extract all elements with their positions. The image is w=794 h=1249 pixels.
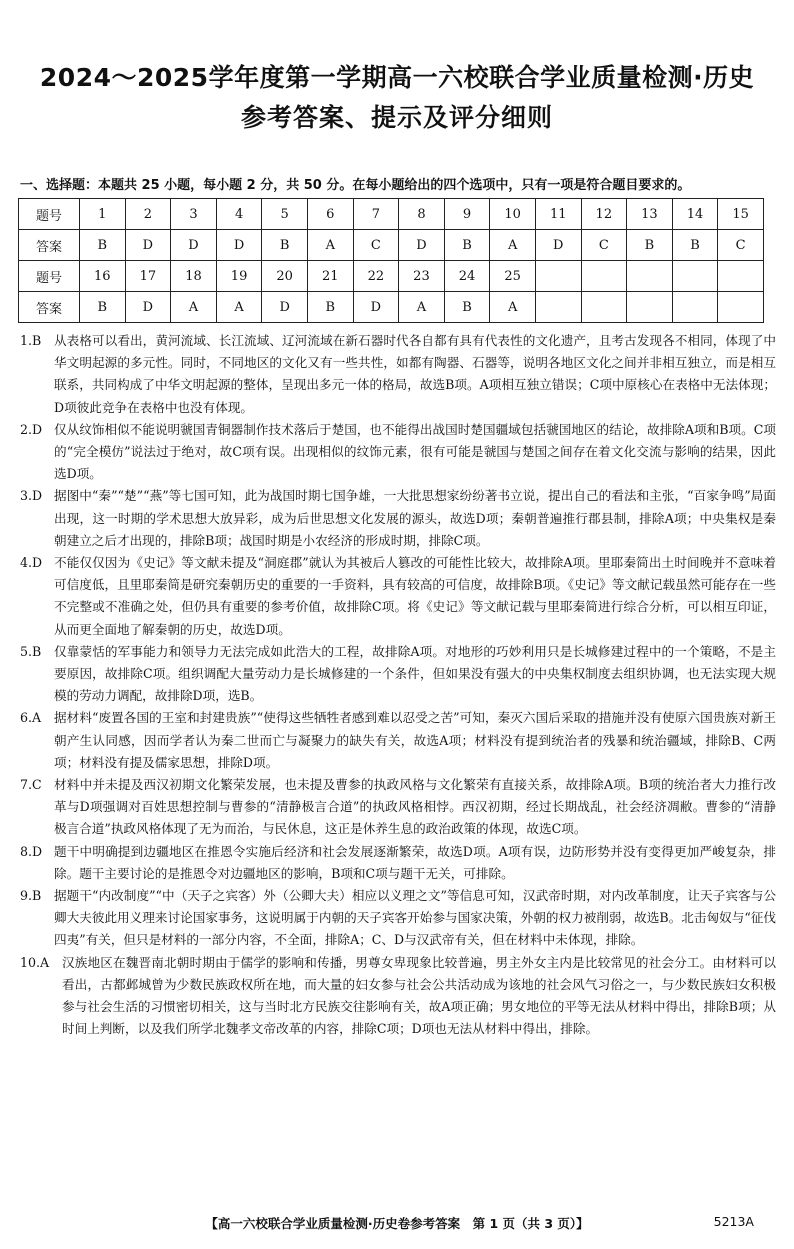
item-text: 仅靠蒙恬的军事能力和领导力无法完成如此浩大的工程，故排除A项。对地形的巧妙利用只是长城修建过程中的一个策略，不是主要原因，故排除C项。组织调配大量劳动力是长城修建的一个条件，但如果没有强大的中央集权制度去组织协调，也无法实现大规模的劳动力调配，故排除D项，选B。 bbox=[54, 643, 776, 704]
table-cell bbox=[581, 261, 627, 292]
table-cell: A bbox=[216, 292, 262, 323]
item-number: 7.C bbox=[20, 777, 42, 793]
table-cell bbox=[718, 261, 764, 292]
table-cell: 4 bbox=[216, 199, 262, 230]
table-cell: 20 bbox=[262, 261, 308, 292]
item-text: 汉族地区在魏晋南北朝时期由于儒学的影响和传播，男尊女卑现象比较普遍，男主外女主内是比较常见的社会分工。由材料可以看出，古都邺城曾为少数民族政权所在地，而大量的妇女参与社会公共活动成为该地的社会风气习俗之一，与少数民族妇女积极参与社会生活的习惯密切相关，这与当时北方民族交往影响有关，故A项正确；男女地位的平等无法从材料中得出，排除B项；从时间上判断，以及我们所学北魏孝文帝改革的内容，排除C项；D项也无法从材料中得出，排除。 bbox=[62, 954, 776, 1037]
table-cell bbox=[672, 292, 718, 323]
table-cell: 17 bbox=[125, 261, 171, 292]
table-cell: B bbox=[444, 230, 490, 261]
list-item bbox=[20, 330, 776, 419]
table-cell: 16 bbox=[80, 261, 126, 292]
item-text: 题干中明确提到边疆地区在推恩令实施后经济和社会发展逐渐繁荣，故选D项。A项有误，边防形势并没有变得更加严峻复杂，排除。题干主要讨论的是推恩令对边疆地区的影响，B项和C项与题干无关，可排除。 bbox=[54, 843, 776, 881]
row-label: 答案 bbox=[19, 230, 80, 261]
list-item bbox=[20, 707, 776, 774]
table-cell: 23 bbox=[399, 261, 445, 292]
list-item bbox=[20, 774, 776, 841]
table-cell: B bbox=[80, 230, 126, 261]
table-cell bbox=[535, 292, 581, 323]
item-number: 2.D bbox=[20, 421, 43, 437]
item-text: 据材料“废置各国的王室和封建贵族”“使得这些牺牲者感到难以忍受之苦”可知，秦灭六国后采取的措施并没有使原六国贵族对新王朝产生认同感，因而学者认为秦二世而亡与凝聚力的缺失有关，故选A项；材料没有提到统治者的残暴和统治疆域，排除B、C两项；材料没有提及儒家思想，排除D项。 bbox=[54, 710, 776, 770]
item-text: 从表格可以看出，黄河流域、长江流域、辽河流域在新石器时代各自都有具有代表性的文化遗产，且考古发现各不相同，体现了中华文明起源的多元性。同时，不同地区的文化又有一些共性，如都有陶器、石器等，说明各地区文化之间并非相互独立，而是相互联系，共同构成了中华文明起源的整体，呈现出多元一体的格局，故选B项。A项相互独立错误；C项中原核心在表格中无法体现；D项彼此竞争在表格中也没有体现。 bbox=[54, 333, 776, 415]
item-text: 据题干“内改制度”“中（天子之宾客）外（公卿大夫）相应以义理之文”等信息可知，汉武帝时期，对内改革制度，让天子宾客与公卿大夫彼此用义理来讨论国家事务，这说明属于内朝的天子宾客开始参与国家决策，外朝的权力被削弱，故选B。北击匈奴与“征伐四夷”有关，但只是材料的一部分内容，不全面，排除A；C、D与汉武帝有关，但在材料中未体现，排除。 bbox=[54, 888, 776, 948]
list-item bbox=[20, 419, 776, 486]
table-cell: 13 bbox=[627, 199, 673, 230]
list-item bbox=[20, 952, 776, 1041]
table-cell bbox=[672, 261, 718, 292]
table-cell: 12 bbox=[581, 199, 627, 230]
list-item bbox=[20, 485, 776, 552]
table-cell: B bbox=[307, 292, 353, 323]
table-cell: 3 bbox=[171, 199, 217, 230]
table-cell: 1 bbox=[80, 199, 126, 230]
table-cell bbox=[535, 261, 581, 292]
table-cell: A bbox=[307, 230, 353, 261]
item-text: 不能仅仅因为《史记》等文献未提及“洞庭郡”就认为其被后人篡改的可能性比较大，故排除A项。里耶秦简出土时间晚并不意味着可信度低，且里耶秦简是研究秦朝历史的重要的一手资料，具有较高的可信度，故排除B项。《史记》等文献记载虽然可能存在一些不完整或不准确之处，但仍具有重要的参考价值，故排除C项。将《史记》等文献记载与里耶秦简进行综合分析，可以相互印证，从而更全面地了解秦朝的历史，故选D项。 bbox=[54, 555, 776, 637]
table-cell: 10 bbox=[490, 199, 536, 230]
row-label: 题号 bbox=[19, 199, 80, 230]
document-subtitle: 参考答案、提示及评分细则 bbox=[240, 103, 553, 132]
table-cell: B bbox=[80, 292, 126, 323]
table-row bbox=[19, 261, 764, 292]
table-cell bbox=[627, 261, 673, 292]
table-cell: D bbox=[216, 230, 262, 261]
table-row bbox=[19, 230, 764, 261]
item-text: 仅从纹饰相似不能说明虢国青铜器制作技术落后于楚国，也不能得出战国时楚国疆域包括虢国地区的结论，故排除A项和B项。C项的“完全模仿”说法过于绝对，故C项有误。出现相似的纹饰元素，很有可能是虢国与楚国之间存在着文化交流与影响的结果，因此选D项。 bbox=[54, 421, 776, 482]
table-cell: D bbox=[399, 230, 445, 261]
table-cell: 2 bbox=[125, 199, 171, 230]
table-cell: B bbox=[627, 230, 673, 261]
table-cell: 22 bbox=[353, 261, 399, 292]
table-cell: 21 bbox=[307, 261, 353, 292]
list-item bbox=[20, 885, 776, 952]
answer-table bbox=[18, 198, 764, 323]
table-cell: 7 bbox=[353, 199, 399, 230]
table-cell: 19 bbox=[216, 261, 262, 292]
list-item bbox=[20, 641, 776, 708]
table-cell: C bbox=[718, 230, 764, 261]
footer-page-info: 【高一六校联合学业质量检测·历史卷参考答案 第 1 页（共 3 页）】 bbox=[205, 1216, 589, 1231]
table-cell: 5 bbox=[262, 199, 308, 230]
table-cell: A bbox=[490, 230, 536, 261]
table-cell: A bbox=[171, 292, 217, 323]
table-cell: 6 bbox=[307, 199, 353, 230]
table-cell bbox=[627, 292, 673, 323]
table-cell: C bbox=[581, 230, 627, 261]
item-number: 9.B bbox=[20, 888, 42, 904]
document-title: 2024～2025学年度第一学期高一六校联合学业质量检测·历史 bbox=[39, 63, 755, 92]
footer-code: 5213A bbox=[713, 1214, 754, 1229]
table-cell bbox=[718, 292, 764, 323]
table-cell: 24 bbox=[444, 261, 490, 292]
table-cell: D bbox=[262, 292, 308, 323]
item-number: 8.D bbox=[20, 843, 43, 859]
table-cell: D bbox=[353, 292, 399, 323]
table-cell: 11 bbox=[535, 199, 581, 230]
table-cell: B bbox=[444, 292, 490, 323]
table-cell: 14 bbox=[672, 199, 718, 230]
list-item bbox=[20, 841, 776, 885]
table-cell: A bbox=[399, 292, 445, 323]
row-label: 题号 bbox=[19, 261, 80, 292]
item-number: 5.B bbox=[20, 643, 42, 659]
table-cell: B bbox=[672, 230, 718, 261]
table-cell: A bbox=[490, 292, 536, 323]
table-cell: 8 bbox=[399, 199, 445, 230]
item-number: 4.D bbox=[20, 555, 43, 571]
item-number: 10.A bbox=[20, 954, 50, 970]
table-cell bbox=[581, 292, 627, 323]
item-text: 材料中并未提及西汉初期文化繁荣发展，也未提及曹参的执政风格与文化繁荣有直接关系，故排除A项。B项的统治者大力推行改革与D项强调对百姓思想控制与曹参的“清静极言合道”的执政风格相悖。西汉初期，经过长期战乱，社会经济凋敝。曹参的“清静极言合道”执政风格体现了无为而治，与民休息，这正是休养生息的政治政策的体现，故选C项。 bbox=[54, 777, 776, 837]
item-number: 3.D bbox=[20, 488, 43, 504]
table-cell: 15 bbox=[718, 199, 764, 230]
table-cell: D bbox=[125, 230, 171, 261]
table-cell: D bbox=[171, 230, 217, 261]
table-row bbox=[19, 199, 764, 230]
table-cell: 9 bbox=[444, 199, 490, 230]
table-cell: C bbox=[353, 230, 399, 261]
table-cell: D bbox=[125, 292, 171, 323]
list-item bbox=[20, 552, 776, 641]
table-cell: D bbox=[535, 230, 581, 261]
item-text: 据图中“秦”“楚”“燕”等七国可知，此为战国时期七国争雄，一大批思想家纷纷著书立说，提出自己的看法和主张，“百家争鸣”局面出现，这一时期的学术思想大放异彩，成为后世思想文化发展的源头，故选D项；秦朝普遍推行郡县制，排除A项；中央集权是秦朝建立之后才出现的，排除B项；战国时期是小农经济的形成时期，排除C项。 bbox=[54, 488, 776, 548]
table-cell: 18 bbox=[171, 261, 217, 292]
table-cell: B bbox=[262, 230, 308, 261]
row-label: 答案 bbox=[19, 292, 80, 323]
table-row bbox=[19, 292, 764, 323]
table-cell: 25 bbox=[490, 261, 536, 292]
section-heading: 一、选择题：本题共 25 小题，每小题 2 分，共 50 分。在每小题给出的四个选项中，只有一项是符合题目要求的。 bbox=[20, 178, 691, 193]
item-number: 1.B bbox=[20, 333, 42, 348]
item-number: 6.A bbox=[20, 710, 42, 726]
explanation-list bbox=[20, 330, 776, 1041]
